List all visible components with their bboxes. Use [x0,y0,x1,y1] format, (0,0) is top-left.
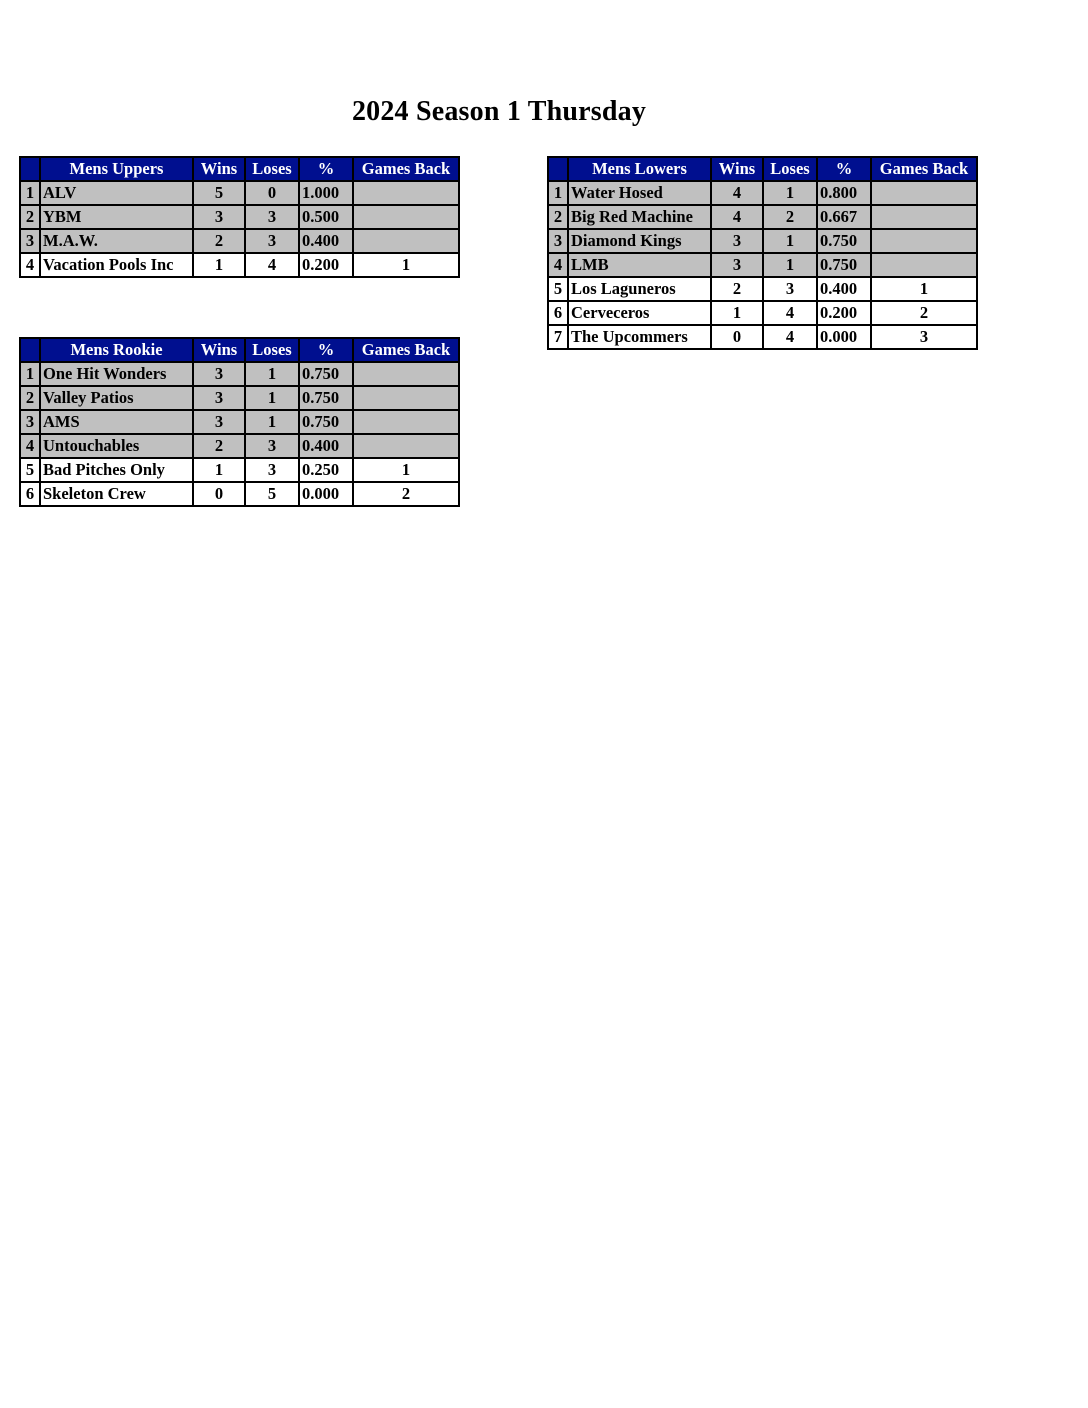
standings-table-mens-lowers [547,156,978,350]
table-row [548,205,977,229]
table-row [20,434,459,458]
wins-cell: 1 [193,253,245,277]
rank-cell: 4 [20,434,40,458]
pct-cell: 0.200 [299,253,353,277]
rank-cell: 2 [20,205,40,229]
pct-cell: 0.400 [299,229,353,253]
rank-cell: 1 [20,181,40,205]
team-name-cell: Untouchables [40,434,193,458]
table-row [548,181,977,205]
team-name-cell: M.A.W. [40,229,193,253]
team-name-cell: Skeleton Crew [40,482,193,506]
games-back-column-header: Games Back [353,338,459,362]
loses-cell: 5 [245,482,299,506]
wins-cell: 4 [711,205,763,229]
loses-cell: 3 [245,205,299,229]
games-back-column-header: Games Back [353,157,459,181]
pct-cell: 0.750 [817,229,871,253]
table-row [20,205,459,229]
loses-cell: 4 [763,325,817,349]
games-back-cell: 1 [353,253,459,277]
wins-cell: 3 [711,253,763,277]
rank-cell: 3 [20,410,40,434]
wins-cell: 2 [193,229,245,253]
wins-cell: 0 [193,482,245,506]
wins-cell: 3 [193,205,245,229]
rank-cell: 4 [548,253,568,277]
pct-cell: 0.000 [817,325,871,349]
team-name-cell: Diamond Kings [568,229,711,253]
table-row [548,325,977,349]
team-name-cell: Cerveceros [568,301,711,325]
rank-cell: 2 [20,386,40,410]
wins-cell: 0 [711,325,763,349]
wins-cell: 3 [711,229,763,253]
loses-cell: 1 [763,181,817,205]
wins-column-header: Wins [193,338,245,362]
games-back-cell [871,181,977,205]
loses-column-header: Loses [245,157,299,181]
table-row [548,229,977,253]
loses-cell: 1 [763,253,817,277]
team-name-cell: YBM [40,205,193,229]
wins-cell: 2 [711,277,763,301]
games-back-cell [353,181,459,205]
loses-cell: 1 [245,410,299,434]
table-row [20,482,459,506]
rank-cell: 2 [548,205,568,229]
loses-cell: 3 [763,277,817,301]
rank-cell: 6 [20,482,40,506]
games-back-column-header: Games Back [871,157,977,181]
pct-cell: 0.667 [817,205,871,229]
pct-cell: 0.400 [299,434,353,458]
wins-cell: 3 [193,386,245,410]
loses-cell: 0 [245,181,299,205]
rank-cell: 4 [20,253,40,277]
games-back-cell: 2 [353,482,459,506]
games-back-cell [353,386,459,410]
table-row [20,229,459,253]
loses-cell: 4 [245,253,299,277]
games-back-cell [353,434,459,458]
loses-column-header: Loses [245,338,299,362]
pct-column-header: % [299,157,353,181]
wins-cell: 5 [193,181,245,205]
table-row [20,362,459,386]
games-back-cell [353,410,459,434]
table-row [20,458,459,482]
rank-cell: 3 [548,229,568,253]
pct-cell: 0.000 [299,482,353,506]
loses-column-header: Loses [763,157,817,181]
rank-cell: 5 [20,458,40,482]
games-back-cell [871,205,977,229]
pct-cell: 0.200 [817,301,871,325]
wins-cell: 2 [193,434,245,458]
pct-cell: 0.750 [299,362,353,386]
table-row [20,386,459,410]
table-row [20,181,459,205]
wins-column-header: Wins [193,157,245,181]
table-header-row [548,157,977,181]
rank-cell: 6 [548,301,568,325]
wins-cell: 3 [193,410,245,434]
team-name-cell: Los Laguneros [568,277,711,301]
loses-cell: 3 [245,434,299,458]
wins-cell: 3 [193,362,245,386]
division-name-header: Mens Rookie [40,338,193,362]
loses-cell: 1 [763,229,817,253]
games-back-cell: 1 [871,277,977,301]
page-title: 2024 Season 1 Thursday [351,96,647,127]
loses-cell: 3 [245,458,299,482]
table-row [548,277,977,301]
division-name-header: Mens Uppers [40,157,193,181]
wins-cell: 1 [193,458,245,482]
games-back-cell [871,253,977,277]
team-name-cell: LMB [568,253,711,277]
team-name-cell: Big Red Machine [568,205,711,229]
pct-column-header: % [817,157,871,181]
games-back-cell: 2 [871,301,977,325]
division-name-header: Mens Lowers [568,157,711,181]
rank-cell: 1 [20,362,40,386]
team-name-cell: One Hit Wonders [40,362,193,386]
wins-column-header: Wins [711,157,763,181]
loses-cell: 4 [763,301,817,325]
team-name-cell: Water Hosed [568,181,711,205]
table-row [20,410,459,434]
wins-cell: 1 [711,301,763,325]
games-back-cell: 1 [353,458,459,482]
pct-cell: 1.000 [299,181,353,205]
header-rank-cell [548,157,568,181]
games-back-cell: 3 [871,325,977,349]
games-back-cell [353,229,459,253]
pct-cell: 0.750 [299,386,353,410]
games-back-cell [353,362,459,386]
rank-cell: 3 [20,229,40,253]
table-row [20,253,459,277]
team-name-cell: Bad Pitches Only [40,458,193,482]
team-name-cell: Vacation Pools Inc [40,253,193,277]
loses-cell: 1 [245,386,299,410]
team-name-cell: ALV [40,181,193,205]
rank-cell: 5 [548,277,568,301]
pct-cell: 0.750 [817,253,871,277]
pct-cell: 0.800 [817,181,871,205]
pct-cell: 0.500 [299,205,353,229]
loses-cell: 1 [245,362,299,386]
team-name-cell: Valley Patios [40,386,193,410]
rank-cell: 7 [548,325,568,349]
loses-cell: 2 [763,205,817,229]
pct-cell: 0.750 [299,410,353,434]
wins-cell: 4 [711,181,763,205]
table-row [548,301,977,325]
pct-cell: 0.250 [299,458,353,482]
rank-cell: 1 [548,181,568,205]
header-rank-cell [20,157,40,181]
games-back-cell [353,205,459,229]
standings-table-mens-rookie [19,337,460,507]
pct-column-header: % [299,338,353,362]
standings-table-mens-uppers [19,156,460,278]
table-row [548,253,977,277]
table-header-row [20,338,459,362]
pct-cell: 0.400 [817,277,871,301]
table-header-row [20,157,459,181]
team-name-cell: The Upcommers [568,325,711,349]
header-rank-cell [20,338,40,362]
loses-cell: 3 [245,229,299,253]
team-name-cell: AMS [40,410,193,434]
games-back-cell [871,229,977,253]
